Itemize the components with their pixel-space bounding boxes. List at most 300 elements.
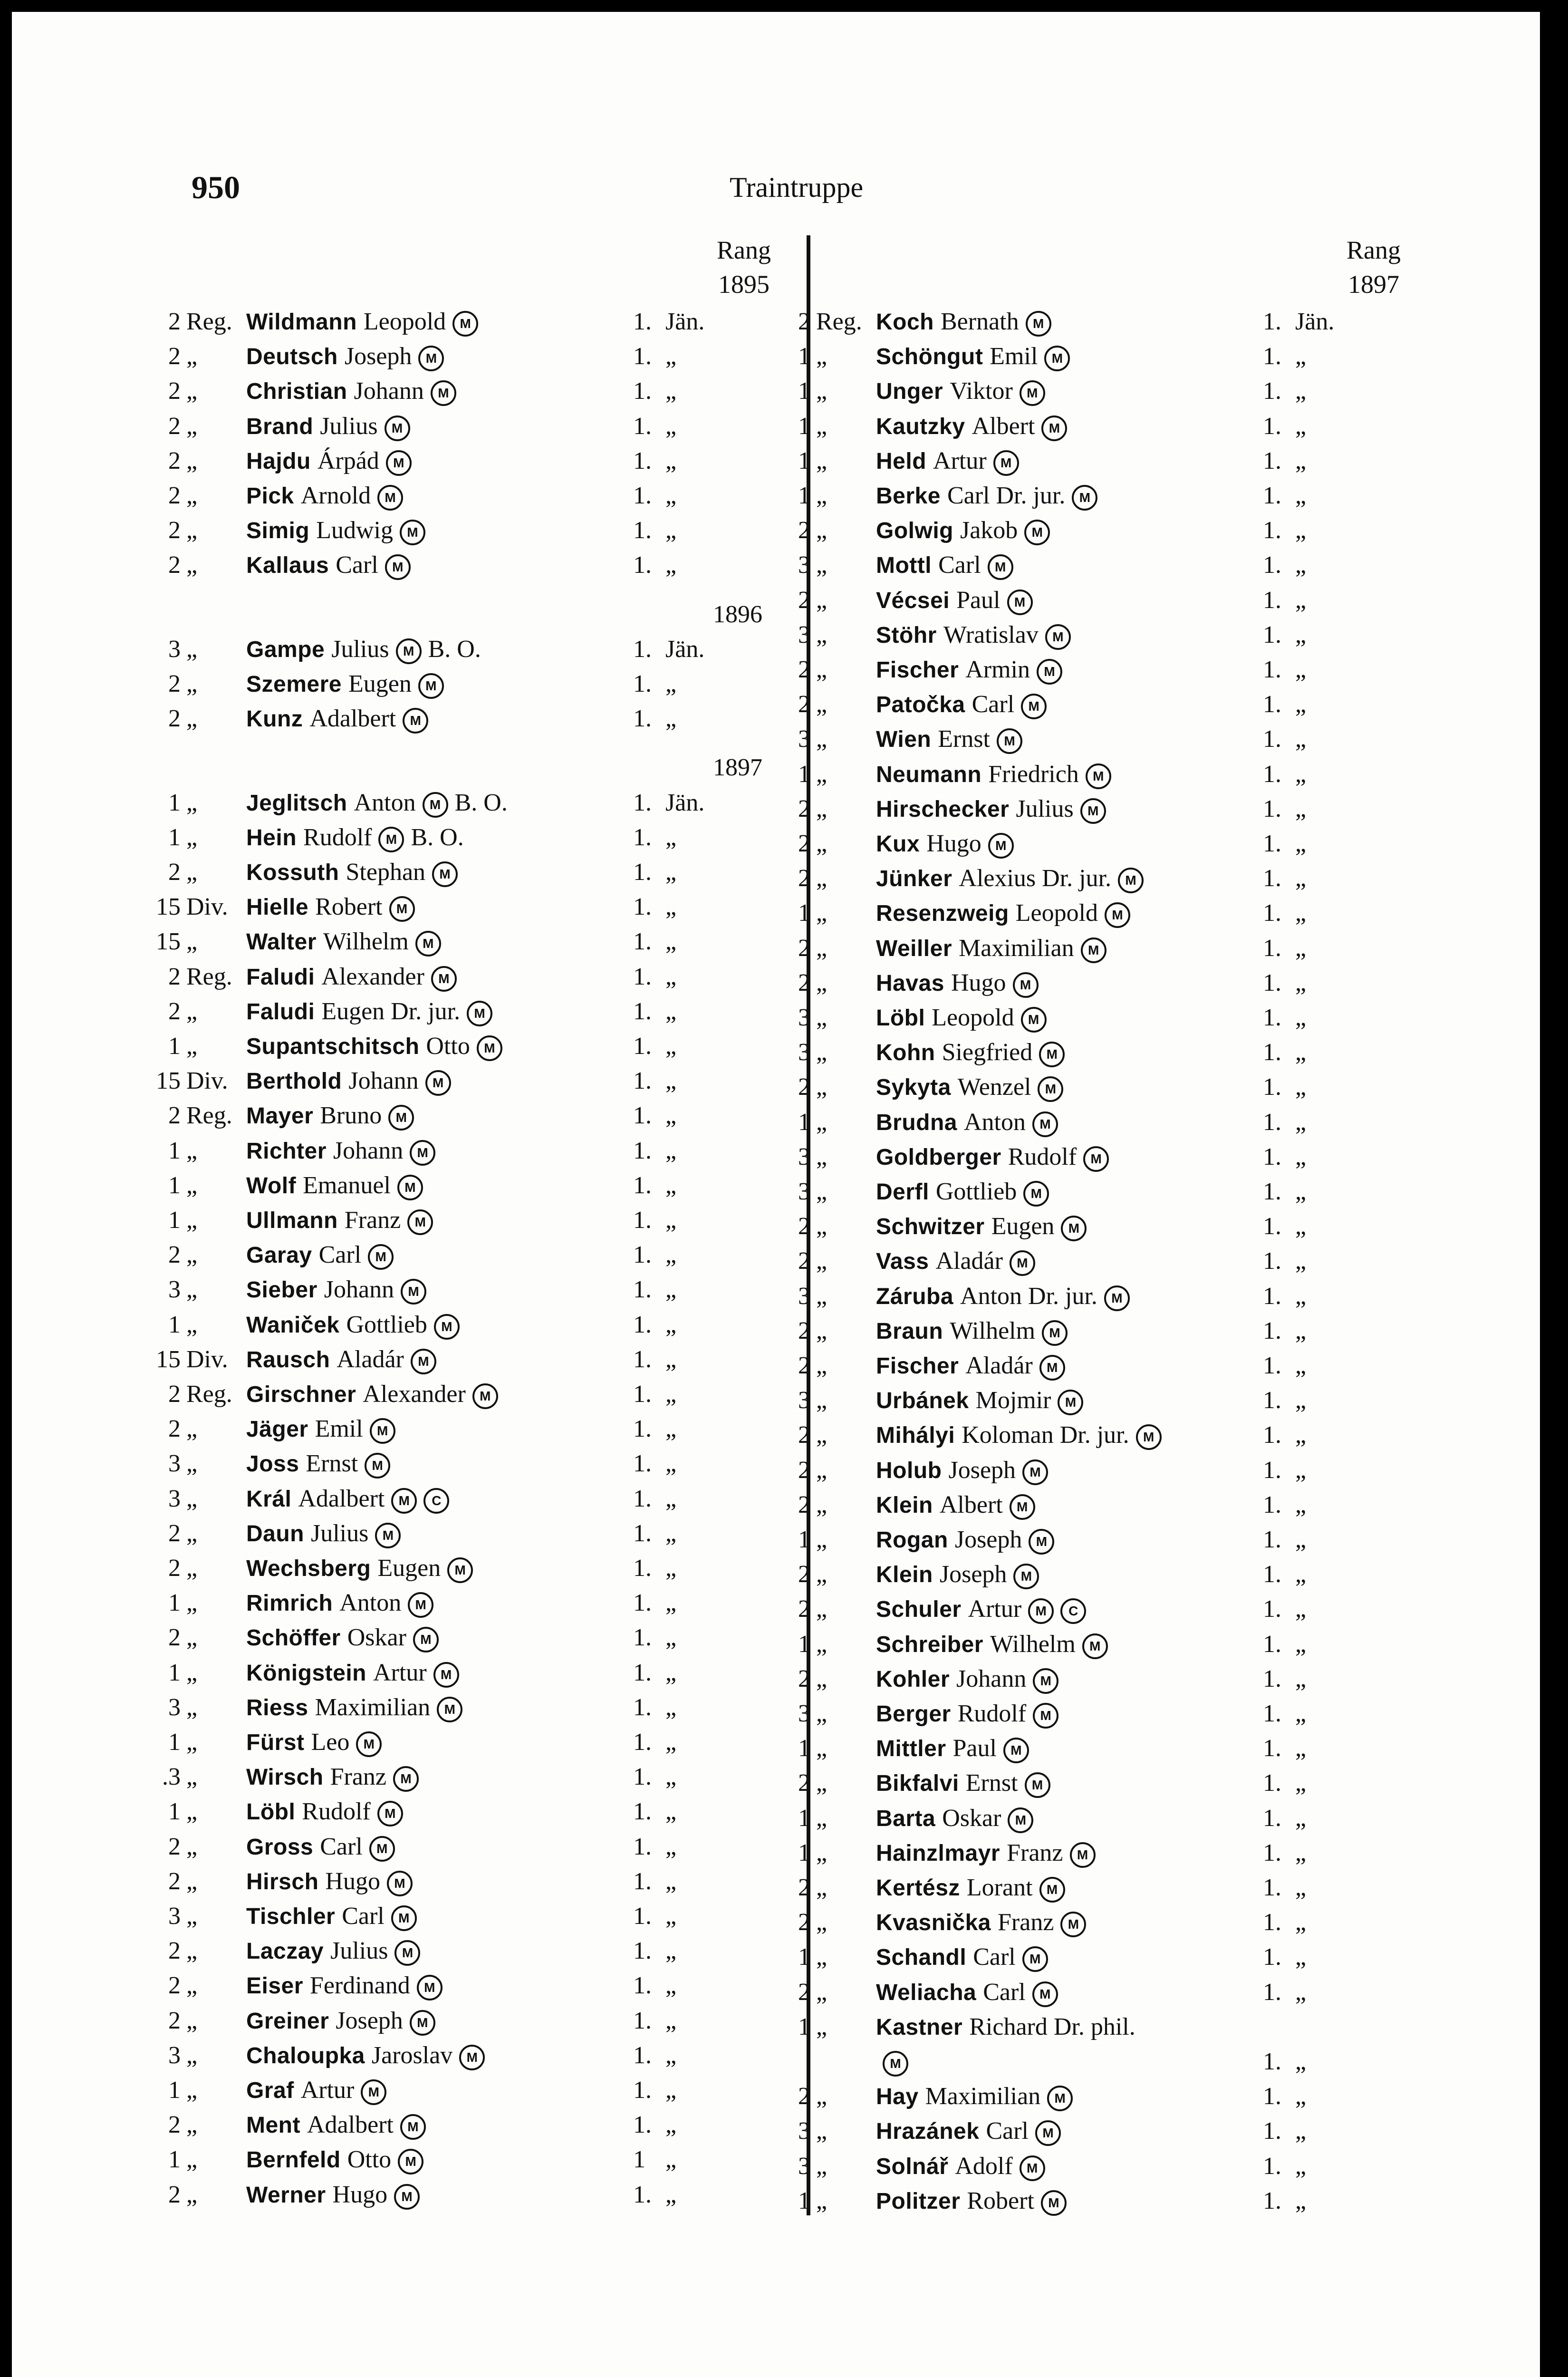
circled-m-icon: M: [1032, 1111, 1058, 1137]
surname: Faludi: [246, 964, 315, 990]
rank-month: „: [1295, 1595, 1307, 1623]
name-suffix: B. O.: [428, 635, 481, 663]
unit-label: „: [816, 691, 827, 718]
unit-label: „: [186, 705, 198, 733]
unit-label: „: [816, 1874, 827, 1901]
rank-month: „: [1295, 2117, 1307, 2145]
entry-name: [246, 1342, 436, 1377]
surname: Kautzky: [876, 414, 965, 439]
entry-name: [876, 2149, 1045, 2184]
surname: Greiner: [246, 2008, 329, 2034]
entry-name: [876, 583, 1033, 618]
entry-name: [246, 1655, 459, 1691]
given-name: Rudolf: [303, 823, 372, 851]
given-name: Franz: [998, 1909, 1054, 1936]
rank-month: „: [1295, 1561, 1307, 1588]
entry-name: [246, 1377, 498, 1412]
year-heading: 1896: [713, 600, 762, 628]
entry-name: [876, 1662, 1058, 1697]
entry-name: [246, 1237, 394, 1273]
entry-name: [246, 1029, 502, 1064]
given-name: Albert: [972, 412, 1035, 440]
surname: Vécsei: [876, 588, 950, 613]
unit-label: „: [816, 2083, 827, 2110]
given-name: Albert: [939, 1491, 1003, 1518]
unit-label: „: [816, 412, 827, 440]
given-name: Franz: [330, 1763, 387, 1791]
surname: Jäger: [246, 1417, 308, 1442]
rank-number: 2: [798, 1247, 810, 1275]
unit-label: „: [186, 1207, 198, 1234]
entry-name: [246, 513, 425, 548]
rank-month: „: [665, 1937, 677, 1965]
entry-name: [246, 1063, 451, 1099]
unit-label: Reg.: [186, 963, 232, 990]
unit-label: „: [186, 2146, 198, 2174]
rank-date: 1.: [633, 1033, 652, 1060]
rank-month: „: [665, 377, 677, 405]
unit-label: „: [186, 1555, 198, 1582]
circled-m-icon: M: [437, 1697, 462, 1722]
surname: Patočka: [876, 692, 965, 718]
given-name: Anton: [339, 1589, 402, 1617]
unit-label: „: [186, 859, 198, 886]
given-name: Emil: [315, 1415, 363, 1443]
rank-month: „: [665, 705, 677, 733]
surname: Havas: [876, 970, 944, 996]
surname: Löbl: [246, 1799, 296, 1825]
unit-label: „: [816, 621, 827, 648]
given-name: Rudolf: [1008, 1143, 1077, 1170]
rank-number: 1: [168, 1207, 181, 1234]
given-name: Viktor: [950, 377, 1013, 405]
rank-number: 3: [798, 551, 810, 579]
unit-label: Reg.: [186, 308, 232, 335]
rank-number: 3: [798, 1387, 810, 1414]
rank-date: 1.: [633, 823, 652, 851]
rank-month: „: [665, 1033, 677, 1060]
unit-label: „: [186, 1659, 198, 1686]
rank-number: 1: [798, 1630, 810, 1658]
rank-date: 1.: [1263, 621, 1281, 648]
rank-date: 1.: [1263, 1178, 1281, 1205]
entry-name: [876, 826, 1014, 861]
entry-name: [246, 1272, 426, 1307]
rank-month: „: [665, 963, 677, 990]
unit-label: „: [816, 1352, 827, 1379]
given-name: Hugo: [926, 830, 981, 857]
rank-number: 15: [156, 893, 181, 921]
entry-name: [876, 409, 1067, 444]
circled-m-icon: M: [385, 554, 411, 580]
surname: Vass: [876, 1249, 929, 1275]
rank-month: „: [665, 1102, 677, 1130]
entry-name: [246, 444, 412, 479]
entry-name: [876, 931, 1106, 966]
entry-name: [246, 1933, 420, 1969]
rank-month: „: [1295, 830, 1307, 857]
unit-label: „: [186, 789, 198, 816]
entry-name: [876, 1174, 1049, 1209]
unit-label: „: [816, 343, 827, 370]
surname: Kastner: [876, 2014, 963, 2040]
rank-month: Jän.: [665, 308, 705, 335]
rank-month: „: [1295, 969, 1307, 996]
surname: Mihályi: [876, 1423, 955, 1449]
given-name: Johann: [956, 1665, 1027, 1692]
given-name: Joseph: [344, 343, 412, 370]
surname: Urbánek: [876, 1388, 969, 1414]
surname: Königstein: [246, 1660, 366, 1686]
rank-date: 1.: [1263, 1143, 1281, 1170]
unit-label: „: [186, 482, 198, 509]
given-name: Johann: [348, 1067, 419, 1095]
rank-month: „: [665, 1798, 677, 1826]
circled-m-icon: M: [411, 1349, 436, 1374]
surname: Hielle: [246, 895, 309, 920]
rank-month: „: [1295, 2187, 1307, 2214]
unit-label: „: [186, 1903, 198, 1930]
unit-label: Reg.: [186, 1102, 232, 1130]
circled-m-icon: M: [394, 1940, 420, 1966]
circled-m-icon: M: [377, 485, 403, 511]
given-name: Otto: [426, 1033, 470, 1060]
rank-month: „: [665, 517, 677, 544]
surname: Mittler: [876, 1736, 946, 1762]
given-name: Carl: [320, 1833, 363, 1860]
circled-m-icon: M: [1022, 1946, 1048, 1972]
rank-month: „: [665, 1241, 677, 1269]
entry-name: [876, 1035, 1065, 1070]
unit-label: „: [816, 1769, 827, 1797]
surname: Schuler: [876, 1597, 962, 1623]
rank-number: 1: [168, 1729, 181, 1756]
surname: Bikfalvi: [876, 1771, 959, 1797]
circled-m-icon: M: [1013, 1564, 1039, 1589]
rank-month: „: [1295, 1317, 1307, 1344]
unit-label: „: [186, 1485, 198, 1512]
rank-number: 3: [798, 725, 810, 753]
circled-m-icon: M: [418, 673, 444, 699]
entry-name: [246, 1133, 435, 1169]
rank-month: „: [665, 343, 677, 370]
given-name: Emanuel: [303, 1171, 391, 1199]
given-name: Hugo: [332, 2181, 388, 2208]
rank-month: „: [1295, 725, 1307, 753]
rank-month: „: [665, 1450, 677, 1478]
unit-label: „: [816, 1909, 827, 1936]
surname: Goldberger: [876, 1144, 1001, 1170]
rank-number: 1: [798, 343, 810, 370]
rank-date: 1.: [1263, 377, 1281, 405]
entry-name: [876, 478, 1097, 513]
given-name: Joseph: [954, 1526, 1022, 1553]
unit-label: „: [816, 934, 827, 962]
rank-number: 2: [168, 551, 181, 579]
rank-number: 2: [168, 997, 181, 1025]
surname: Löbl: [876, 1005, 925, 1031]
rank-number: 2: [798, 2083, 810, 2110]
surname: Schöffer: [246, 1625, 341, 1651]
rank-month: „: [665, 2146, 677, 2174]
rank-number: 15: [156, 928, 181, 956]
rank-number: 1: [798, 1943, 810, 1971]
unit-label: „: [816, 1630, 827, 1658]
rank-date: 1.: [1263, 969, 1281, 996]
rank-month: Jän.: [665, 635, 705, 663]
given-name: Ferdinand: [309, 1972, 410, 2000]
given-name: Eugen: [377, 1555, 441, 1582]
given-name: Anton: [354, 789, 416, 816]
entry-name: [876, 374, 1045, 409]
rank-number: 1: [798, 412, 810, 440]
unit-label: „: [186, 517, 198, 544]
rank-number: 3: [798, 1004, 810, 1031]
entry-name: [876, 618, 1071, 653]
entry-name: [876, 1244, 1035, 1279]
surname: Hay: [876, 2084, 919, 2110]
given-name: Aladár: [935, 1247, 1003, 1275]
circled-m-icon: M: [988, 833, 1014, 859]
unit-label: „: [186, 1972, 198, 2000]
given-name: Friedrich: [988, 760, 1079, 788]
entry-name: [246, 304, 478, 339]
entry-name: [876, 1766, 1050, 1801]
unit-label: „: [816, 1178, 827, 1205]
rank-date: 1.: [1263, 1073, 1281, 1101]
rank-date: 1.: [1263, 308, 1281, 335]
rank-date: 1.: [633, 1450, 652, 1478]
unit-label: „: [816, 2187, 827, 2214]
rank-month: „: [665, 1624, 677, 1652]
rank-month: „: [1295, 1213, 1307, 1240]
surname: Szemere: [246, 672, 342, 697]
rank-number: 1: [168, 1659, 181, 1686]
circled-m-icon: M: [401, 1279, 426, 1304]
rank-number: 2: [798, 308, 810, 335]
unit-label: Div.: [186, 893, 228, 921]
entry-name: [876, 687, 1047, 722]
surname: Ment: [246, 2113, 300, 2138]
entry-name: [876, 1836, 1096, 1871]
rank-date: 1.: [1263, 1491, 1281, 1518]
rank-number: 3: [168, 2041, 181, 2069]
unit-label: Div.: [186, 1067, 228, 1095]
rank-number: 15: [156, 1067, 181, 1095]
circled-m-icon: M: [397, 1175, 423, 1200]
rank-date: 1.: [1263, 795, 1281, 822]
rank-number: 1: [168, 2077, 181, 2104]
rank-month: „: [665, 1555, 677, 1582]
rank-date: 1.: [1263, 691, 1281, 718]
surname: Christian: [246, 379, 347, 405]
entry-name: [876, 1905, 1086, 1940]
rank-month: „: [1295, 517, 1307, 544]
surname: Schreiber: [876, 1632, 983, 1657]
rank-number: 1: [168, 1171, 181, 1199]
unit-label: „: [186, 1624, 198, 1652]
rank-date: 1.: [633, 1659, 652, 1686]
rank-number: 1: [798, 2187, 810, 2214]
given-name: Julius: [311, 1519, 369, 1547]
unit-label: „: [816, 865, 827, 892]
surname: Simig: [246, 518, 310, 544]
rank-month: „: [1295, 343, 1307, 370]
rank-number: 2: [798, 1874, 810, 1901]
given-name: Artur: [933, 447, 987, 474]
rank-date: 1.: [633, 551, 652, 579]
rank-month: „: [665, 2077, 677, 2104]
entry-name: [876, 304, 1051, 339]
surname: Weiller: [876, 936, 952, 961]
rank-month: „: [1295, 1039, 1307, 1066]
unit-label: Div.: [186, 1345, 228, 1373]
entry-name: [246, 1307, 460, 1343]
circled-m-icon: M: [1136, 1424, 1162, 1450]
given-name: Ernst: [965, 1769, 1018, 1797]
entry-name: [876, 2044, 908, 2079]
surname: Sieber: [246, 1277, 317, 1303]
given-name: Carl: [938, 551, 981, 579]
unit-label: „: [186, 1693, 198, 1721]
entry-name: [876, 1383, 1083, 1418]
right-rang-year: 1897: [1348, 270, 1399, 299]
unit-label: „: [816, 1317, 827, 1344]
given-name: Bruno: [320, 1102, 382, 1130]
circled-m-icon: M: [1032, 1981, 1058, 2007]
rank-month: „: [665, 2111, 677, 2139]
surname: Berger: [876, 1701, 951, 1727]
unit-label: „: [816, 377, 827, 405]
rank-date: 1.: [1263, 517, 1281, 544]
unit-label: „: [186, 1798, 198, 1826]
rank-month: „: [665, 928, 677, 956]
entry-name: [246, 1168, 423, 1203]
rank-number: 2: [168, 1555, 181, 1582]
given-name: Carl: [972, 691, 1015, 718]
given-name: Leopold: [363, 308, 446, 335]
given-name: Árpád: [317, 447, 379, 474]
surname: Joss: [246, 1451, 299, 1477]
given-name: Rudolf: [302, 1798, 371, 1826]
rank-month: „: [665, 1903, 677, 1930]
entry-name: [246, 2003, 435, 2039]
rank-number: 2: [168, 1241, 181, 1269]
unit-label: „: [816, 1839, 827, 1866]
rank-month: „: [665, 2041, 677, 2069]
rank-number: 1: [798, 1804, 810, 1832]
entry-name: [246, 2142, 423, 2177]
rank-number: 2: [168, 859, 181, 886]
unit-label: „: [816, 1073, 827, 1101]
unit-label: „: [816, 2152, 827, 2180]
rank-month: „: [665, 1659, 677, 1686]
rank-date: 1.: [1263, 586, 1281, 614]
given-name: Oskar: [347, 1624, 406, 1652]
circled-m-icon: M: [1010, 1494, 1035, 1520]
entry-name: [876, 966, 1039, 1001]
given-name: Aladár: [337, 1345, 404, 1373]
given-name: Franz: [1007, 1839, 1063, 1866]
circled-m-icon: M: [1029, 1529, 1054, 1555]
entry-name: [246, 1864, 413, 1899]
circled-m-icon: M: [431, 966, 457, 992]
rank-number: 2: [798, 1073, 810, 1101]
surname: Tischler: [246, 1904, 336, 1929]
unit-label: „: [816, 447, 827, 474]
rank-number: 2: [168, 1381, 181, 1408]
given-name: Johann: [354, 377, 424, 405]
unit-label: „: [186, 1311, 198, 1338]
rank-number: 3: [168, 635, 181, 663]
unit-label: „: [186, 1276, 198, 1304]
given-name: Artur: [373, 1659, 427, 1686]
circled-m-icon: M: [1045, 624, 1071, 650]
circled-m-icon: M: [407, 1209, 433, 1235]
circled-m-icon: M: [368, 1244, 394, 1270]
circled-m-icon: M: [1010, 1250, 1035, 1276]
unit-label: „: [816, 1526, 827, 1553]
unit-label: „: [816, 795, 827, 822]
rank-date: 1.: [633, 1555, 652, 1582]
rank-number: 3: [168, 1485, 181, 1512]
rank-month: „: [1295, 1421, 1307, 1449]
rank-date: 1.: [1263, 1561, 1281, 1588]
rank-date: 1.: [1263, 1978, 1281, 2006]
entry-name: [876, 896, 1130, 931]
surname: Kvasnička: [876, 1910, 991, 1936]
surname: Stöhr: [876, 622, 937, 648]
unit-label: „: [816, 1804, 827, 1832]
given-name: Wilhelm: [950, 1317, 1036, 1344]
entry-name: [246, 959, 457, 995]
rank-month: „: [665, 2181, 677, 2208]
rank-number: 3: [798, 1039, 810, 1066]
unit-label: „: [816, 1595, 827, 1623]
circled-m-icon: M: [400, 520, 425, 545]
surname: Hirsch: [246, 1869, 319, 1894]
given-name: Stephan: [346, 859, 426, 886]
rank-month: „: [1295, 1143, 1307, 1170]
surname: Graf: [246, 2078, 294, 2103]
given-name: Carl: [983, 1978, 1026, 2006]
rank-number: 2: [798, 517, 810, 544]
unit-label: „: [816, 1456, 827, 1484]
rank-month: „: [665, 447, 677, 474]
unit-label: „: [816, 2013, 827, 2040]
entry-name: [876, 861, 1144, 896]
unit-label: „: [816, 1978, 827, 2006]
rank-month: „: [665, 412, 677, 440]
entry-name: [876, 1522, 1054, 1557]
circled-m-icon: M: [452, 311, 478, 337]
rank-month: „: [1295, 1735, 1307, 1762]
circled-m-icon: M: [883, 2051, 908, 2077]
entry-name: [246, 1759, 419, 1795]
rank-number: 3: [798, 1143, 810, 1170]
circled-m-icon: M: [434, 1314, 460, 1340]
circled-m-icon: M: [361, 2079, 386, 2105]
surname: Rogan: [876, 1527, 948, 1553]
rank-month: „: [665, 1171, 677, 1199]
left-rang-label: Rang: [717, 236, 771, 264]
unit-label: „: [186, 343, 198, 370]
given-name: Franz: [344, 1207, 401, 1234]
rank-month: „: [665, 1693, 677, 1721]
unit-label: „: [816, 1387, 827, 1414]
entry-name: [246, 409, 410, 444]
circled-m-icon: M: [1039, 1042, 1065, 1067]
